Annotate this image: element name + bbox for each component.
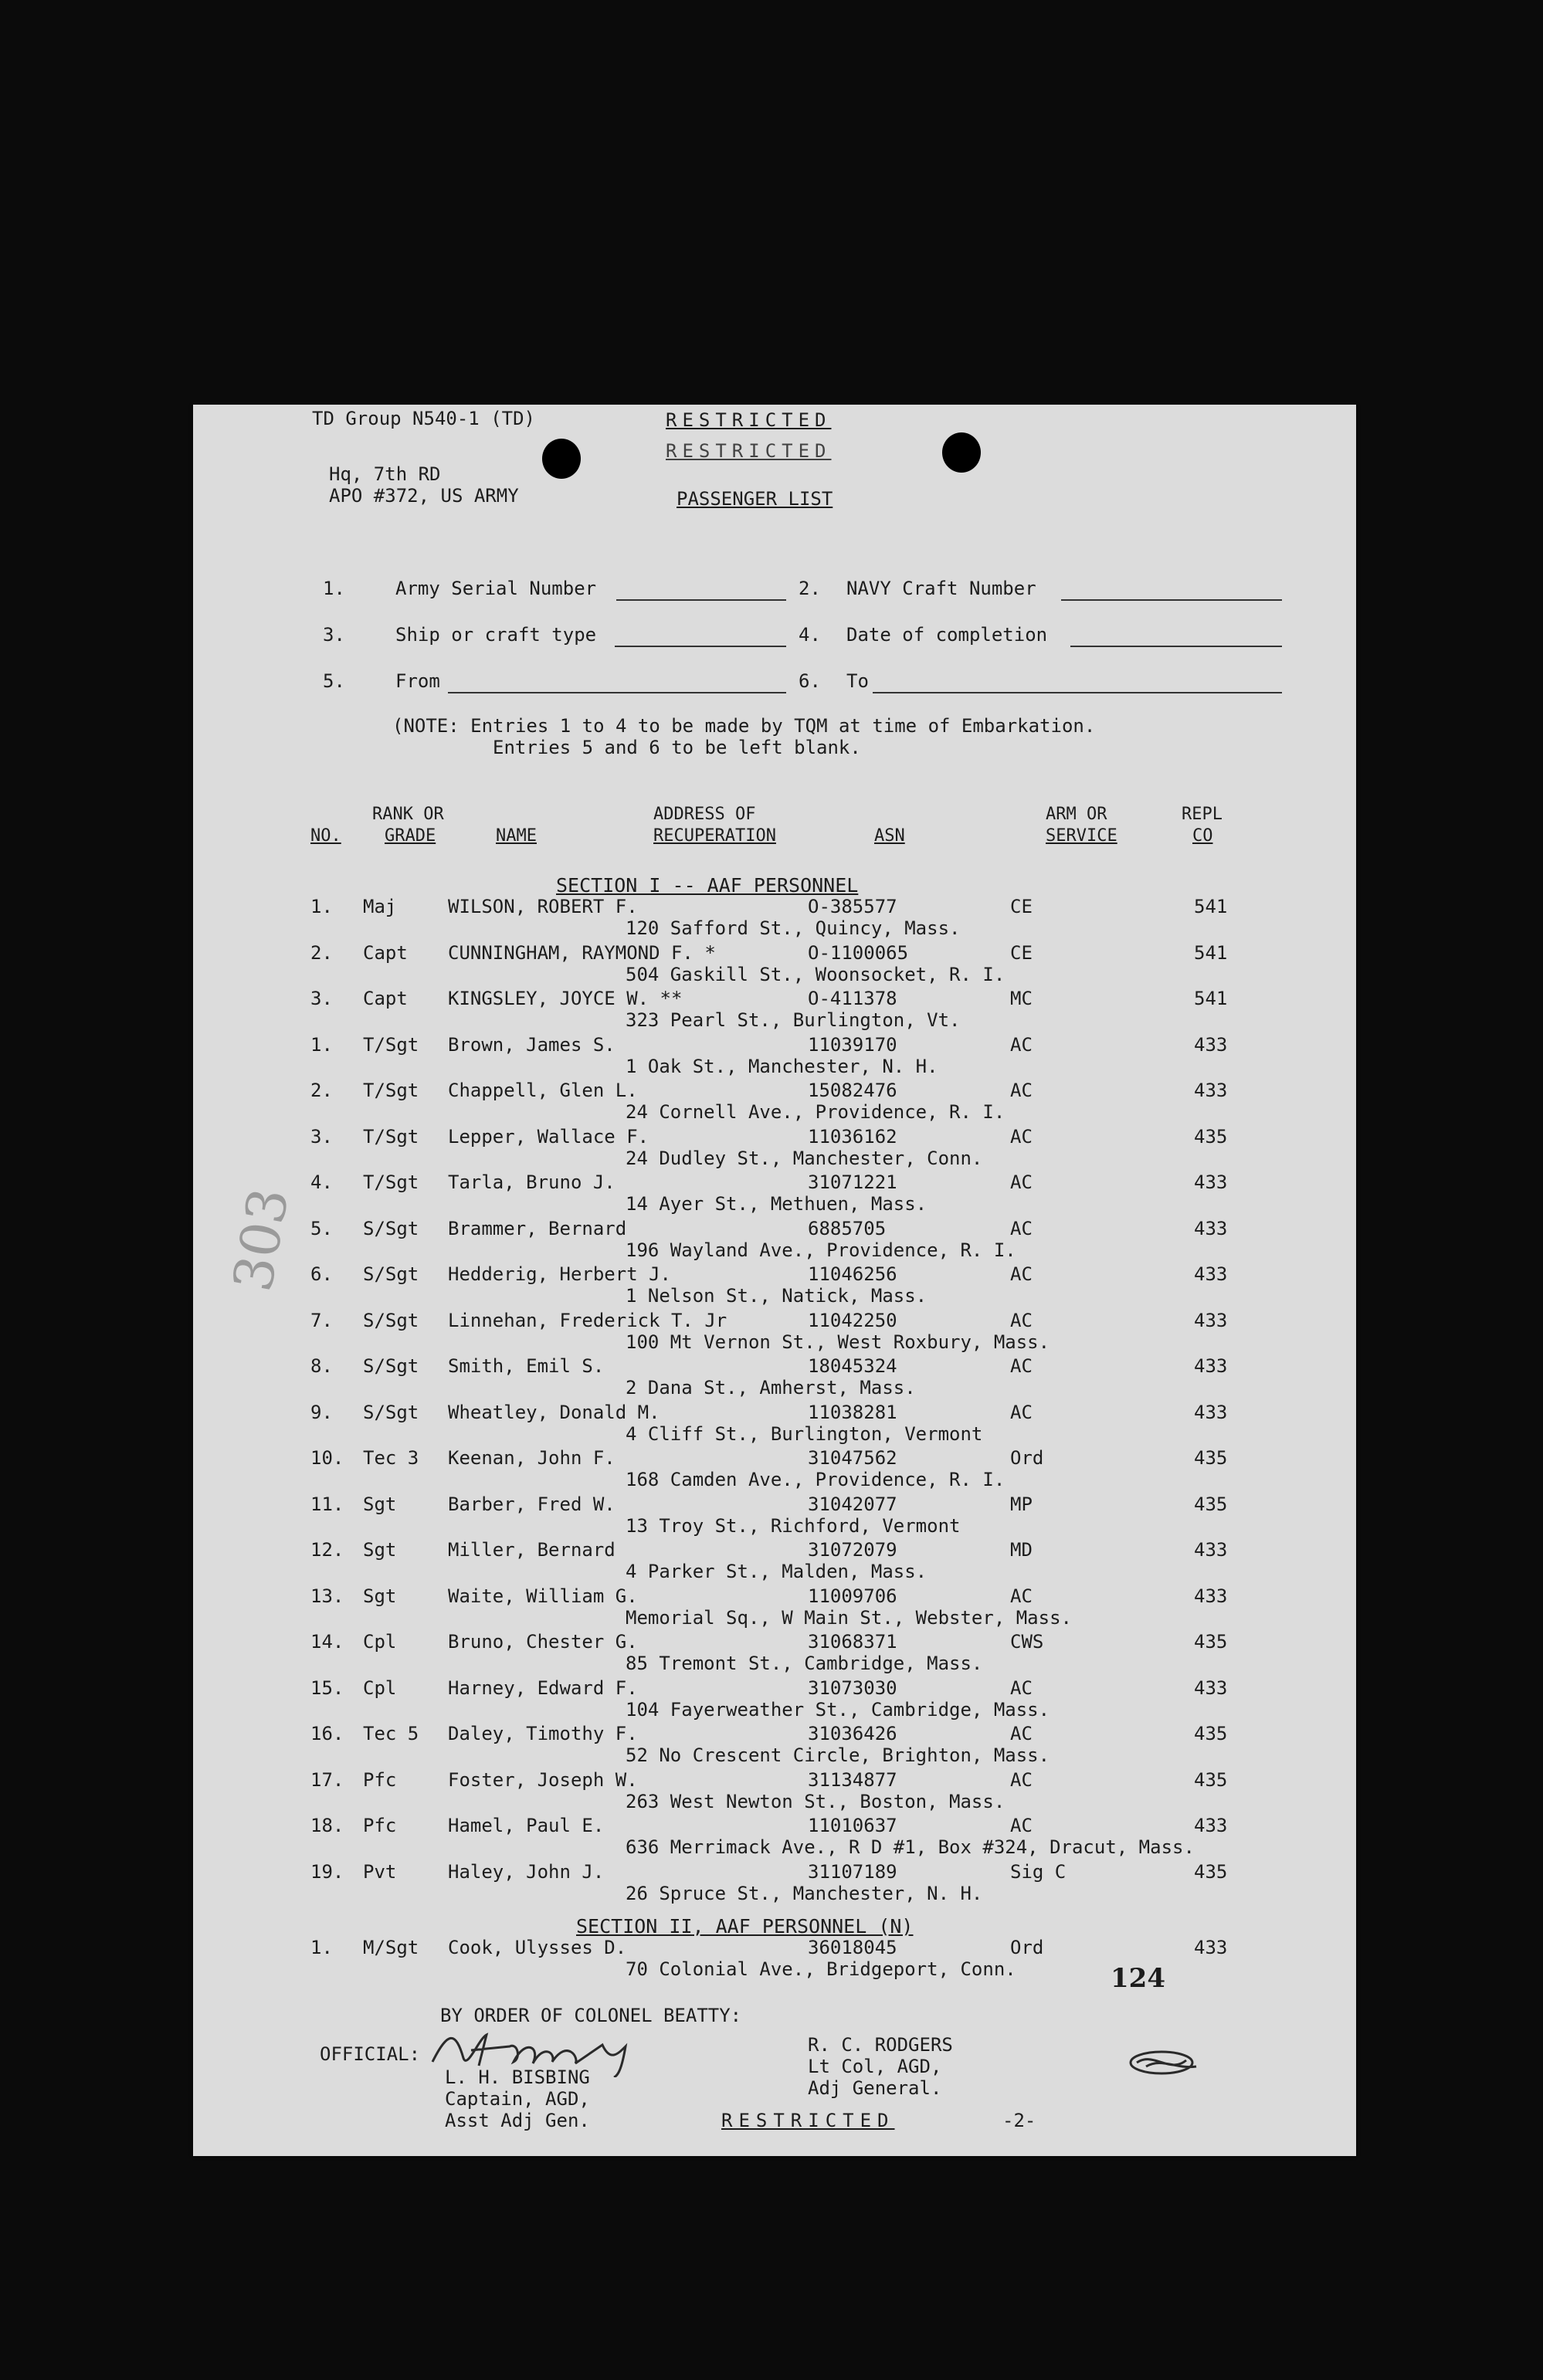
row-arm: AC [1010,1815,1033,1836]
field-5-line [448,692,786,693]
row-repl: 435 [1194,1125,1228,1148]
row-address: 100 Mt Vernon St., West Roxbury, Mass. [626,1331,1050,1353]
row-number: 1. [310,896,333,917]
row-arm: AC [1010,1585,1033,1607]
row-address: 120 Safford St., Quincy, Mass. [626,917,961,939]
by-order: BY ORDER OF COLONEL BEATTY: [440,2005,742,2026]
punch-hole-left [542,439,581,479]
row-repl: 435 [1194,1493,1228,1515]
row-repl: 433 [1194,1585,1228,1607]
col-no: NO. [310,826,341,846]
row-rank: T/Sgt [363,1171,419,1193]
col-address-2: RECUPERATION [653,826,776,846]
row-address: 196 Wayland Ave., Providence, R. I. [626,1239,1016,1261]
col-name: NAME [496,826,537,846]
row-rank: Sgt [363,1539,397,1561]
field-3-line [615,646,786,647]
row-address: 263 West Newton St., Boston, Mass. [626,1790,1005,1812]
row-rank: Capt [363,941,408,964]
row-asn: 11036162 [808,1125,897,1148]
row-address: 4 Parker St., Malden, Mass. [626,1561,927,1582]
row-address: 168 Camden Ave., Providence, R. I. [626,1469,1005,1490]
row-arm: AC [1010,1080,1033,1101]
row-arm: MP [1010,1493,1033,1515]
official-name: L. H. BISBING [445,2066,590,2088]
row-rank: S/Sgt [363,1355,419,1377]
signer-title: Adj General. [808,2077,942,2099]
row-asn: 31071221 [808,1171,897,1193]
row-asn: 31134877 [808,1768,897,1791]
row-repl: 433 [1194,1217,1228,1239]
row-arm: CE [1010,941,1033,964]
row-name: Waite, William G. [448,1585,638,1607]
row-rank: T/Sgt [363,1033,419,1056]
note-line-2: Entries 5 and 6 to be left blank. [493,737,861,758]
row-name: Linnehan, Frederick T. Jr [448,1309,727,1331]
field-2-num: 2. [799,578,821,599]
row-asn: 31072079 [808,1539,897,1561]
row-asn: 31107189 [808,1860,897,1883]
classification-bottom: RESTRICTED [721,2110,895,2131]
field-4-label: Date of completion [846,624,1048,646]
row-number: 8. [310,1355,333,1377]
row-rank: Cpl [363,1677,397,1699]
row-number: 9. [310,1401,333,1423]
signer-name: R. C. RODGERS [808,2034,953,2056]
row-name: Keenan, John F. [448,1447,616,1469]
row-asn: O-385577 [808,896,897,917]
unit-line-2: APO #372, US ARMY [329,485,519,507]
row-number: 4. [310,1171,333,1193]
row-rank: Pfc [363,1768,397,1791]
row-arm: AC [1010,1033,1033,1056]
row-address: 636 Merrimack Ave., R D #1, Box #324, Dracut, Mass. [626,1836,1195,1858]
col-rank-1: RANK OR [372,805,444,824]
row-asn: 11046256 [808,1263,897,1285]
row-number: 3. [310,1125,333,1148]
row-repl: 433 [1194,1080,1228,1101]
field-6-line [873,692,1282,693]
col-arm-1: ARM OR [1046,805,1107,824]
row-name: Brammer, Bernard [448,1217,627,1239]
row-repl: 433 [1194,1033,1228,1056]
classification-top-2: RESTRICTED [666,440,832,462]
row-name: Chappell, Glen L. [448,1080,638,1101]
row-asn: O-411378 [808,988,897,1009]
row-rank: Tec 5 [363,1723,419,1744]
row-arm: AC [1010,1677,1033,1699]
row-name: Miller, Bernard [448,1539,616,1561]
row-repl: 433 [1194,1815,1228,1836]
row-number: 19. [310,1860,344,1883]
row-repl: 541 [1194,896,1228,917]
col-address-1: ADDRESS OF [653,805,756,824]
row-arm: AC [1010,1768,1033,1791]
row-asn: 36018045 [808,1937,897,1958]
row-repl: 433 [1194,1171,1228,1193]
row-arm: AC [1010,1217,1033,1239]
official-rank: Captain, AGD, [445,2088,590,2110]
row-asn: 6885705 [808,1217,887,1239]
row-number: 1. [310,1937,333,1958]
row-arm: AC [1010,1723,1033,1744]
row-repl: 435 [1194,1768,1228,1791]
row-arm: AC [1010,1125,1033,1148]
row-address: 52 No Crescent Circle, Brighton, Mass. [626,1744,1050,1766]
row-repl: 435 [1194,1631,1228,1653]
col-rank-2: GRADE [385,826,436,846]
row-asn: 11039170 [808,1033,897,1056]
row-number: 1. [310,1033,333,1056]
field-1-num: 1. [323,578,345,599]
row-name: KINGSLEY, JOYCE W. ** [448,988,683,1009]
row-name: WILSON, ROBERT F. [448,896,638,917]
row-rank: Capt [363,988,408,1009]
row-repl: 435 [1194,1860,1228,1883]
field-4-line [1070,646,1282,647]
row-asn: 11042250 [808,1309,897,1331]
row-rank: S/Sgt [363,1263,419,1285]
row-repl: 435 [1194,1723,1228,1744]
row-rank: Sgt [363,1585,397,1607]
row-number: 10. [310,1447,344,1469]
row-number: 2. [310,1080,333,1101]
row-asn: 31068371 [808,1631,897,1653]
row-address: 323 Pearl St., Burlington, Vt. [626,1009,961,1031]
col-repl-1: REPL [1182,805,1223,824]
row-address: 4 Cliff St., Burlington, Vermont [626,1422,983,1445]
field-1-line [616,599,786,601]
row-number: 18. [310,1815,344,1836]
field-2-label: NAVY Craft Number [846,578,1036,599]
row-address: 13 Troy St., Richford, Vermont [626,1514,961,1537]
row-address: Memorial Sq., W Main St., Webster, Mass. [626,1606,1072,1629]
row-name: Tarla, Bruno J. [448,1171,616,1193]
row-name: Haley, John J. [448,1860,605,1883]
row-asn: 31047562 [808,1447,897,1469]
row-name: Bruno, Chester G. [448,1631,638,1653]
row-name: Hamel, Paul E. [448,1815,605,1836]
unit-line-1: Hq, 7th RD [329,463,441,485]
row-name: Foster, Joseph W. [448,1768,638,1791]
row-rank: T/Sgt [363,1080,419,1101]
row-arm: MD [1010,1539,1033,1561]
row-arm: Ord [1010,1937,1044,1958]
field-1-label: Army Serial Number [395,578,597,599]
page-number: -2- [1002,2110,1036,2131]
official-label: OFFICIAL: [320,2043,421,2065]
row-asn: 31042077 [808,1493,897,1515]
row-name: Daley, Timothy F. [448,1723,638,1744]
row-number: 12. [310,1539,344,1561]
row-repl: 435 [1194,1447,1228,1469]
note-line-1: (NOTE: Entries 1 to 4 to be made by TQM at time of Embarkation. [392,715,1096,737]
stamp-number: 124 [1111,1963,1165,1994]
row-arm: AC [1010,1401,1033,1423]
row-arm: AC [1010,1309,1033,1331]
document-sheet [193,405,1356,2156]
punch-hole-right [942,432,981,473]
row-rank: S/Sgt [363,1309,419,1331]
row-address: 14 Ayer St., Methuen, Mass. [626,1193,927,1215]
row-address: 1 Oak St., Manchester, N. H. [626,1055,938,1077]
row-address: 85 Tremont St., Cambridge, Mass. [626,1653,983,1674]
col-arm-2: SERVICE [1046,826,1117,846]
row-repl: 433 [1194,1539,1228,1561]
field-2-line [1061,599,1282,601]
row-name: Hedderig, Herbert J. [448,1263,671,1285]
row-number: 11. [310,1493,344,1515]
field-4-num: 4. [799,624,821,646]
row-number: 17. [310,1768,344,1791]
row-number: 6. [310,1263,333,1285]
row-name: Barber, Fred W. [448,1493,616,1515]
row-address: 104 Fayerweather St., Cambridge, Mass. [626,1698,1050,1721]
row-name: CUNNINGHAM, RAYMOND F. * [448,941,716,964]
row-address: 2 Dana St., Amherst, Mass. [626,1377,916,1399]
row-repl: 433 [1194,1309,1228,1331]
row-number: 7. [310,1309,333,1331]
row-name: Cook, Ulysses D. [448,1937,627,1958]
row-asn: 11009706 [808,1585,897,1607]
signer-rank: Lt Col, AGD, [808,2056,942,2077]
row-arm: CWS [1010,1631,1044,1653]
classification-top: RESTRICTED [666,409,832,431]
field-3-num: 3. [323,624,345,646]
row-number: 3. [310,988,333,1009]
margin-note: 303 [221,1183,301,1297]
row-name: Harney, Edward F. [448,1677,638,1699]
row-number: 2. [310,941,333,964]
row-repl: 433 [1194,1677,1228,1699]
row-repl: 541 [1194,988,1228,1009]
row-arm: AC [1010,1355,1033,1377]
section-2-title: SECTION II, AAF PERSONNEL (N) [576,1915,914,1938]
field-3-label: Ship or craft type [395,624,597,646]
row-rank: Pfc [363,1815,397,1836]
field-6-num: 6. [799,670,821,692]
row-number: 16. [310,1723,344,1744]
row-address: 504 Gaskill St., Woonsocket, R. I. [626,963,1005,985]
row-repl: 541 [1194,941,1228,964]
row-address: 1 Nelson St., Natick, Mass. [626,1285,927,1307]
row-name: Wheatley, Donald M. [448,1401,660,1423]
row-number: 13. [310,1585,344,1607]
row-address: 24 Dudley St., Manchester, Conn. [626,1147,983,1169]
col-asn: ASN [874,826,905,846]
row-arm: AC [1010,1263,1033,1285]
row-name: Brown, James S. [448,1033,616,1056]
row-rank: Tec 3 [363,1447,419,1469]
signer-seal-mark [1123,2043,1208,2082]
row-address: 26 Spruce St., Manchester, N. H. [626,1882,983,1904]
field-5-num: 5. [323,670,345,692]
row-asn: 18045324 [808,1355,897,1377]
row-repl: 433 [1194,1263,1228,1285]
row-number: 15. [310,1677,344,1699]
page-title: PASSENGER LIST [677,488,833,510]
row-arm: Ord [1010,1447,1044,1469]
row-repl: 433 [1194,1401,1228,1423]
row-rank: Pvt [363,1860,397,1883]
row-rank: T/Sgt [363,1125,419,1148]
row-rank: Sgt [363,1493,397,1515]
group-number: TD Group N540-1 (TD) [312,408,535,429]
official-title: Asst Adj Gen. [445,2110,590,2131]
row-rank: Cpl [363,1631,397,1653]
row-asn: 15082476 [808,1080,897,1101]
row-number: 5. [310,1217,333,1239]
row-arm: CE [1010,896,1033,917]
row-arm: Sig C [1010,1860,1067,1883]
row-rank: Maj [363,896,397,917]
row-asn: 11038281 [808,1401,897,1423]
row-asn: 31036426 [808,1723,897,1744]
section-1-title: SECTION I -- AAF PERSONNEL [556,874,859,897]
row-number: 14. [310,1631,344,1653]
field-5-label: From [395,670,440,692]
row-address: 70 Colonial Ave., Bridgeport, Conn. [626,1958,1016,1980]
row-repl: 433 [1194,1355,1228,1377]
col-repl-2: CO [1192,826,1213,846]
row-rank: S/Sgt [363,1217,419,1239]
field-6-label: To [846,670,869,692]
row-asn: O-1100065 [808,941,909,964]
row-rank: S/Sgt [363,1401,419,1423]
row-repl: 433 [1194,1937,1228,1958]
row-address: 24 Cornell Ave., Providence, R. I. [626,1101,1005,1123]
row-arm: MC [1010,988,1033,1009]
row-rank: M/Sgt [363,1937,419,1958]
row-name: Lepper, Wallace F. [448,1125,649,1148]
row-asn: 31073030 [808,1677,897,1699]
row-arm: AC [1010,1171,1033,1193]
row-asn: 11010637 [808,1815,897,1836]
row-name: Smith, Emil S. [448,1355,605,1377]
